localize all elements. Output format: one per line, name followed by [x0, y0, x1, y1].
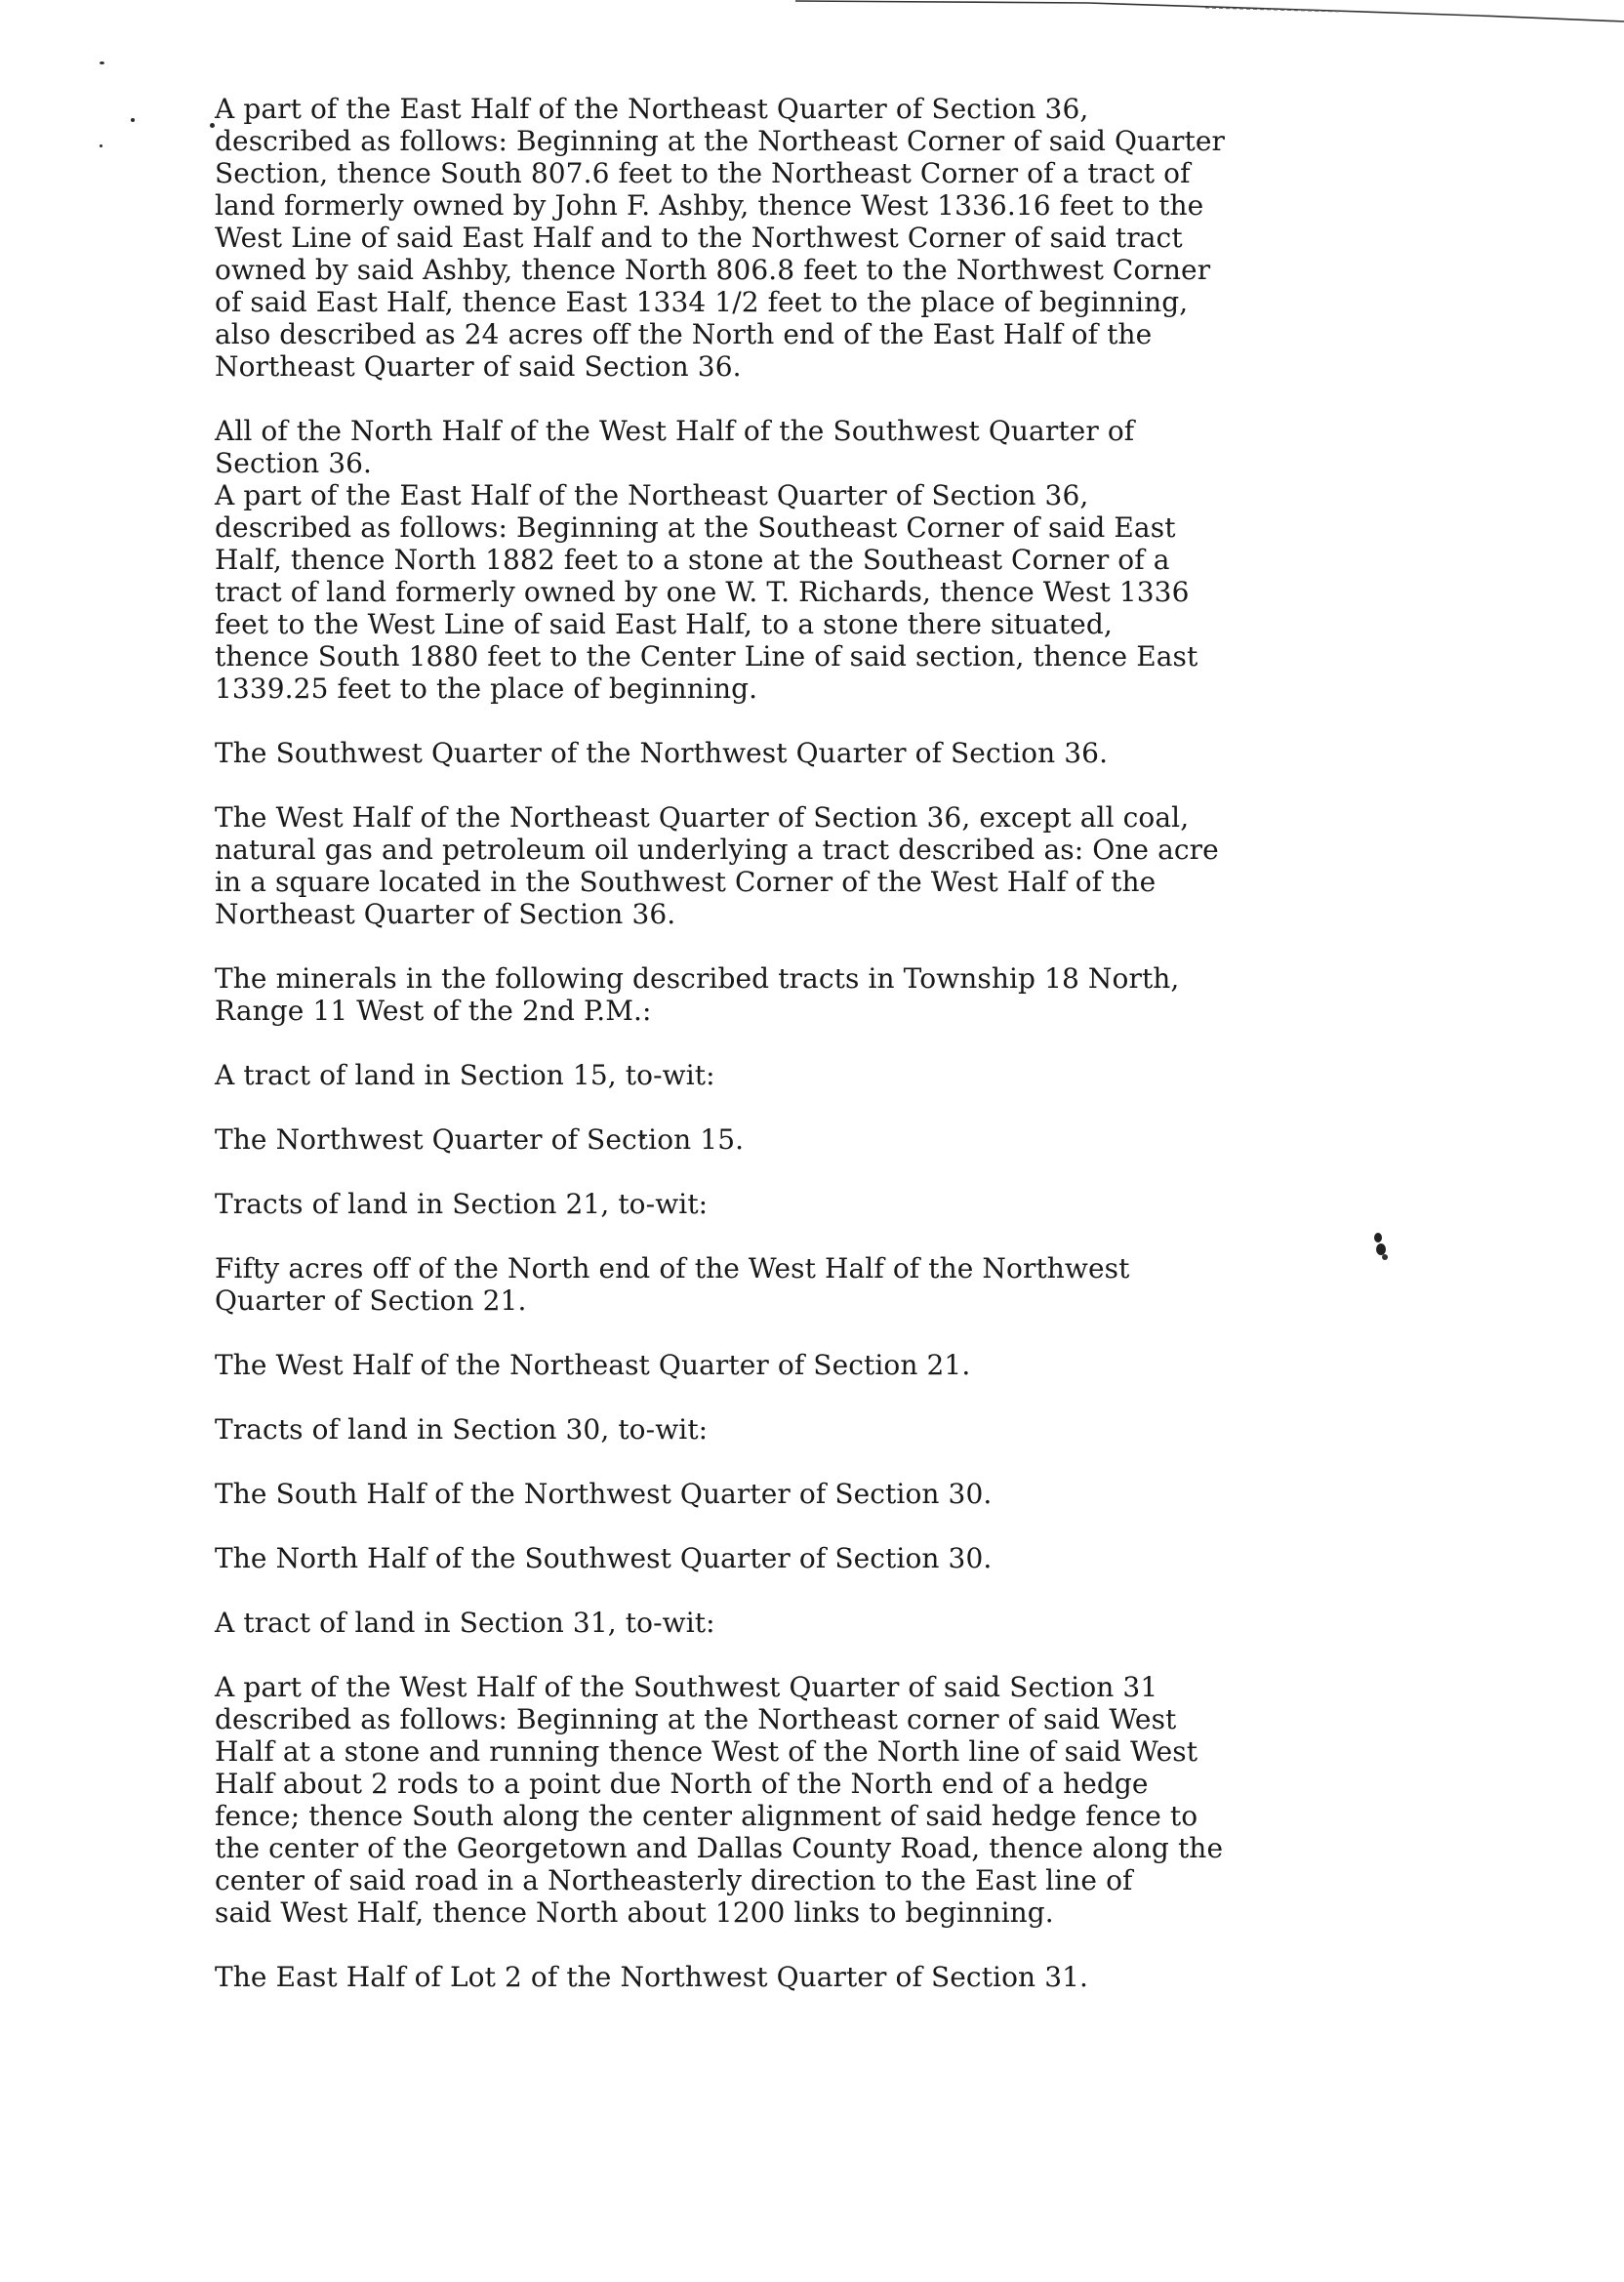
legal-description-paragraph: A part of the East Half of the Northeast Quarter of Section 36, described as follows: Beginning at the Southeast Corner of said East Half, thence North 1882 feet to a stone at the Southeast Corner of a tract of land formerly owned by one W. T. Richards, thence West 1336 feet to the West Line of said East Half, to a stone there situated, thence South 1880 feet to the Center Line of said section, thence East 1339.25 feet to the place of beginning. [215, 479, 1198, 705]
scan-speck [100, 61, 104, 64]
document-body [215, 93, 1444, 2025]
legal-description-paragraph: A tract of land in Section 31, to-wit: [215, 1607, 715, 1639]
legal-description-paragraph: The East Half of Lot 2 of the Northwest Quarter of Section 31. [215, 1961, 1089, 1993]
legal-description-paragraph: The West Half of the Northeast Quarter of Section 21. [215, 1349, 971, 1381]
legal-description-paragraph: Fifty acres off of the North end of the West Half of the Northwest Quarter of Section 21. [215, 1252, 1130, 1317]
legal-description-paragraph: A tract of land in Section 15, to-wit: [215, 1059, 715, 1091]
legal-description-paragraph: The North Half of the Southwest Quarter of Section 30. [215, 1542, 993, 1574]
legal-description-paragraph: The minerals in the following described tracts in Township 18 North, Range 11 West of the 2nd P.M.: [215, 962, 1180, 1027]
legal-description-paragraph: A part of the West Half of the Southwest Quarter of said Section 31 described as follows: Beginning at the Northeast corner of said West Half at a stone and running thence West of the North line of said West Half about 2 rods to a point due North of the North end of a hedge fence; thence South along the center alignment of said hedge fence to the center of the Georgetown and Dallas County Road, thence along the center of said road in a Northeasterly direction to the East line of said West Half, thence North about 1200 links to beginning. [215, 1671, 1224, 1929]
legal-description-paragraph: The Southwest Quarter of the Northwest Quarter of Section 36. [215, 737, 1109, 769]
legal-description-paragraph: Tracts of land in Section 21, to-wit: [215, 1188, 709, 1220]
legal-description-paragraph: All of the North Half of the West Half of the Southwest Quarter of Section 36. [215, 415, 1135, 479]
scan-speck [100, 144, 102, 147]
scan-speck [131, 118, 135, 122]
legal-description-paragraph: The West Half of the Northeast Quarter of Section 36, except all coal, natural gas and petroleum oil underlying a tract described as: One acre in a square located in the Southwest Corner of the West Half of the Northeast Quarter of Section 36. [215, 801, 1219, 930]
legal-description-paragraph: The Northwest Quarter of Section 15. [215, 1123, 745, 1156]
scan-edge-line [795, 0, 1624, 23]
legal-description-paragraph: The South Half of the Northwest Quarter of Section 30. [215, 1478, 993, 1510]
legal-description-paragraph: Tracts of land in Section 30, to-wit: [215, 1413, 709, 1446]
legal-description-paragraph: A part of the East Half of the Northeast Quarter of Section 36, described as follows: Beginning at the Northeast Corner of said Quarter Section, thence South 807.6 feet to the Northeast Corner of a tract of land formerly owned by John F. Ashby, thence West 1336.16 feet to the West Line of said East Half and to the Northwest Corner of said tract owned by said Ashby, thence North 806.8 feet to the Northwest Corner of said East Half, thence East 1334 1/2 feet to the place of beginning, also described as 24 acres off the North end of the East Half of the Northeast Quarter of said Section 36. [215, 93, 1226, 383]
